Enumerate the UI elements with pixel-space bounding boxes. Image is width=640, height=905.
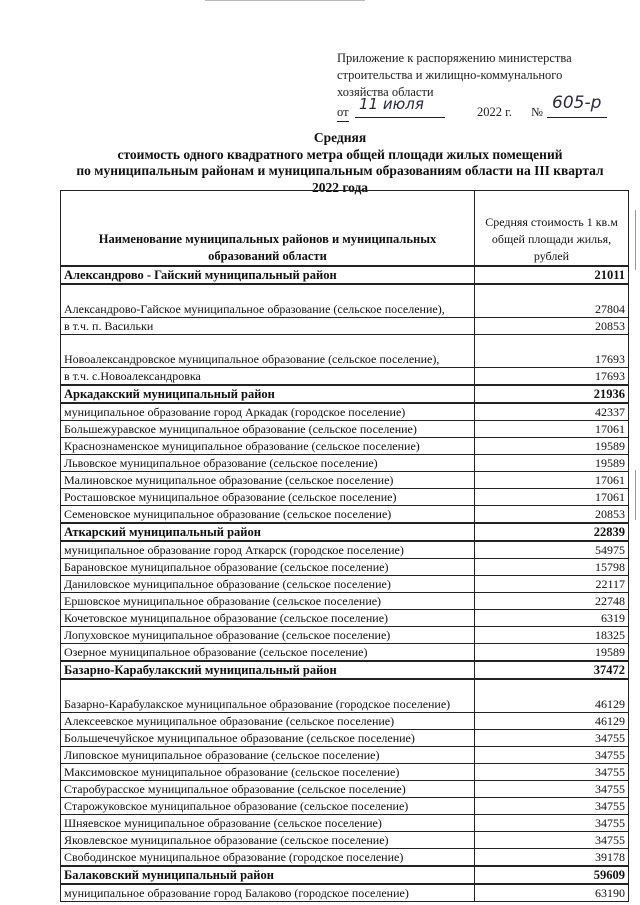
district-row (61, 866, 629, 884)
municipality-name: Лопуховское муниципальное образование (сельское поселение) (61, 627, 475, 644)
municipality-name: муниципальное образование город Аткарск (городское поселение) (61, 541, 475, 559)
cost-value: 19589 (475, 644, 629, 662)
municipality-name: Старобурасское муниципальное образование (сельское поселение) (61, 781, 475, 798)
table-row (61, 798, 629, 815)
municipality-name: Ершовское муниципальное образование (сельское поселение) (61, 593, 475, 610)
table-row (61, 541, 629, 559)
municipality-name: Большежуравское муниципальное образование (сельское поселение) (61, 421, 475, 438)
table-row (61, 335, 629, 368)
municipality-name: Балаковский муниципальный район (61, 866, 475, 884)
table-row (61, 832, 629, 849)
municipality-name: Малиновское муниципальное образование (сельское поселение) (61, 472, 475, 489)
table-row (61, 815, 629, 832)
table-row (61, 849, 629, 867)
municipality-name: Александрово - Гайский муниципальный район (61, 266, 475, 284)
cost-value: 22839 (475, 523, 629, 541)
cost-value: 46129 (475, 713, 629, 730)
cost-value: 22117 (475, 576, 629, 593)
municipality-name: Львовское муниципальное образование (сельское поселение) (61, 455, 475, 472)
approval-line-2: строительства и жилищно-коммунального (337, 68, 563, 82)
document-title (60, 130, 620, 196)
table-row (61, 627, 629, 644)
municipality-name: Семеновское муниципальное образование (сельское поселение) (61, 506, 475, 524)
cost-value: 17693 (475, 335, 629, 368)
table-row (61, 421, 629, 438)
cost-value: 17061 (475, 421, 629, 438)
title-line-3: по муниципальным районам и муниципальным образованиям области на III квартал (76, 163, 604, 178)
approval-date-line (337, 93, 627, 121)
table-row (61, 284, 629, 318)
cost-value: 34755 (475, 815, 629, 832)
table-row (61, 472, 629, 489)
table-row (61, 730, 629, 747)
table-row (61, 368, 629, 386)
municipality-name: Шняевское муниципальное образование (сельское поселение) (61, 815, 475, 832)
municipality-name: Базарно-Карабулакский муниципальный район (61, 661, 475, 679)
table-row (61, 884, 629, 902)
title-line-2: стоимость одного квадратного метра общей площади жилых помещений (117, 146, 563, 162)
cost-value: 27804 (475, 284, 629, 318)
municipality-name: Краснознаменское муниципальное образование (сельское поселение) (61, 438, 475, 455)
handwritten-number: 605-р (552, 93, 602, 113)
cost-value: 18325 (475, 627, 629, 644)
approval-line-3: хозяйства области (337, 85, 434, 99)
municipality-name: Большечечуйское муниципальное образование (сельское поселение) (61, 730, 475, 747)
table-row (61, 644, 629, 662)
cost-value: 34755 (475, 781, 629, 798)
municipality-name: Александрово-Гайское муниципальное образование (сельское поселение), (61, 284, 475, 318)
from-label: от (337, 104, 349, 122)
cost-value: 34755 (475, 730, 629, 747)
district-row (61, 266, 629, 284)
table-row (61, 781, 629, 798)
cost-value: 59609 (475, 866, 629, 884)
table-row (61, 403, 629, 421)
table-row (61, 559, 629, 576)
cost-table (60, 190, 629, 902)
municipality-name: в т.ч. с.Новоалександровка (61, 368, 475, 386)
cost-value: 34755 (475, 747, 629, 764)
cost-value: 22748 (475, 593, 629, 610)
date-underline (355, 117, 445, 118)
district-row (61, 385, 629, 403)
municipality-name: Росташовское муниципальное образование (сельское поселение) (61, 489, 475, 506)
cost-value: 34755 (475, 764, 629, 781)
municipality-name: Аркадакский муниципальный район (61, 385, 475, 403)
cost-value: 42337 (475, 403, 629, 421)
district-row (61, 661, 629, 679)
table-row (61, 576, 629, 593)
table-row (61, 489, 629, 506)
cost-value: 21011 (475, 266, 629, 284)
cost-value: 15798 (475, 559, 629, 576)
approval-block (337, 50, 627, 121)
municipality-name: Свободинское муниципальное образование (городское поселение) (61, 849, 475, 867)
municipality-name: Базарно-Карабулакское муниципальное образование (городское поселение) (61, 679, 475, 713)
cost-value: 37472 (475, 661, 629, 679)
municipality-name: Даниловское муниципальное образование (сельское поселение) (61, 576, 475, 593)
cost-value: 17693 (475, 368, 629, 386)
district-row (61, 523, 629, 541)
cost-value: 19589 (475, 438, 629, 455)
municipality-name: Аткарский муниципальный район (61, 523, 475, 541)
table-row (61, 455, 629, 472)
municipality-name: муниципальное образование город Балаково (городское поселение) (61, 884, 475, 902)
scan-side-mark (635, 210, 636, 270)
header-cost-column: Средняя стоимость 1 кв.м общей площади жилья, рублей (475, 191, 629, 267)
scan-side-mark (635, 470, 636, 520)
municipality-name: Озерное муниципальное образование (сельское поселение) (61, 644, 475, 662)
header-name-column: Наименование муниципальных районов и муниципальных образований области (61, 191, 475, 267)
table-header-row (61, 191, 629, 267)
title-line-4: 2022 года (311, 179, 369, 195)
municipality-name: муниципальное образование город Аркадак (городское поселение) (61, 403, 475, 421)
table-row (61, 679, 629, 713)
municipality-name: Барановское муниципальное образование (сельское поселение) (61, 559, 475, 576)
table-row (61, 593, 629, 610)
cost-value: 34755 (475, 832, 629, 849)
table-row (61, 764, 629, 781)
year-label: 2022 г. (477, 105, 512, 119)
cost-value: 20853 (475, 506, 629, 524)
cost-value: 39178 (475, 849, 629, 867)
cost-value: 34755 (475, 798, 629, 815)
cost-value: 21936 (475, 385, 629, 403)
cost-value: 54975 (475, 541, 629, 559)
municipality-name: Алексеевское муниципальное образование (сельское поселение) (61, 713, 475, 730)
cost-value: 46129 (475, 679, 629, 713)
title-line-1: Средняя (313, 130, 367, 145)
number-label: № (531, 105, 543, 119)
table-row (61, 438, 629, 455)
table-row (61, 506, 629, 524)
municipality-name: Новоалександровское муниципальное образование (сельское поселение), (61, 335, 475, 368)
cost-value: 6319 (475, 610, 629, 627)
municipality-name: в т.ч. п. Васильки (61, 318, 475, 335)
municipality-name: Липовское муниципальное образование (сельское поселение) (61, 747, 475, 764)
cost-value: 17061 (475, 489, 629, 506)
municipality-name: Кочетовское муниципальное образование (сельское поселение) (61, 610, 475, 627)
cost-value: 20853 (475, 318, 629, 335)
municipality-name: Максимовское муниципальное образование (сельское поселение) (61, 764, 475, 781)
table-row (61, 713, 629, 730)
cost-value: 63190 (475, 884, 629, 902)
cost-value: 17061 (475, 472, 629, 489)
handwritten-date: 11 июля (359, 95, 424, 113)
scan-edge-mark (205, 0, 365, 1)
table-body (61, 266, 629, 902)
municipality-name: Старожуковское муниципальное образование (сельское поселение) (61, 798, 475, 815)
table-row (61, 747, 629, 764)
table-row (61, 318, 629, 335)
cost-value: 19589 (475, 455, 629, 472)
approval-line-1: Приложение к распоряжению министерства (337, 51, 572, 65)
municipality-name: Яковлевское муниципальное образование (сельское поселение) (61, 832, 475, 849)
number-underline (547, 117, 607, 118)
table-row (61, 610, 629, 627)
